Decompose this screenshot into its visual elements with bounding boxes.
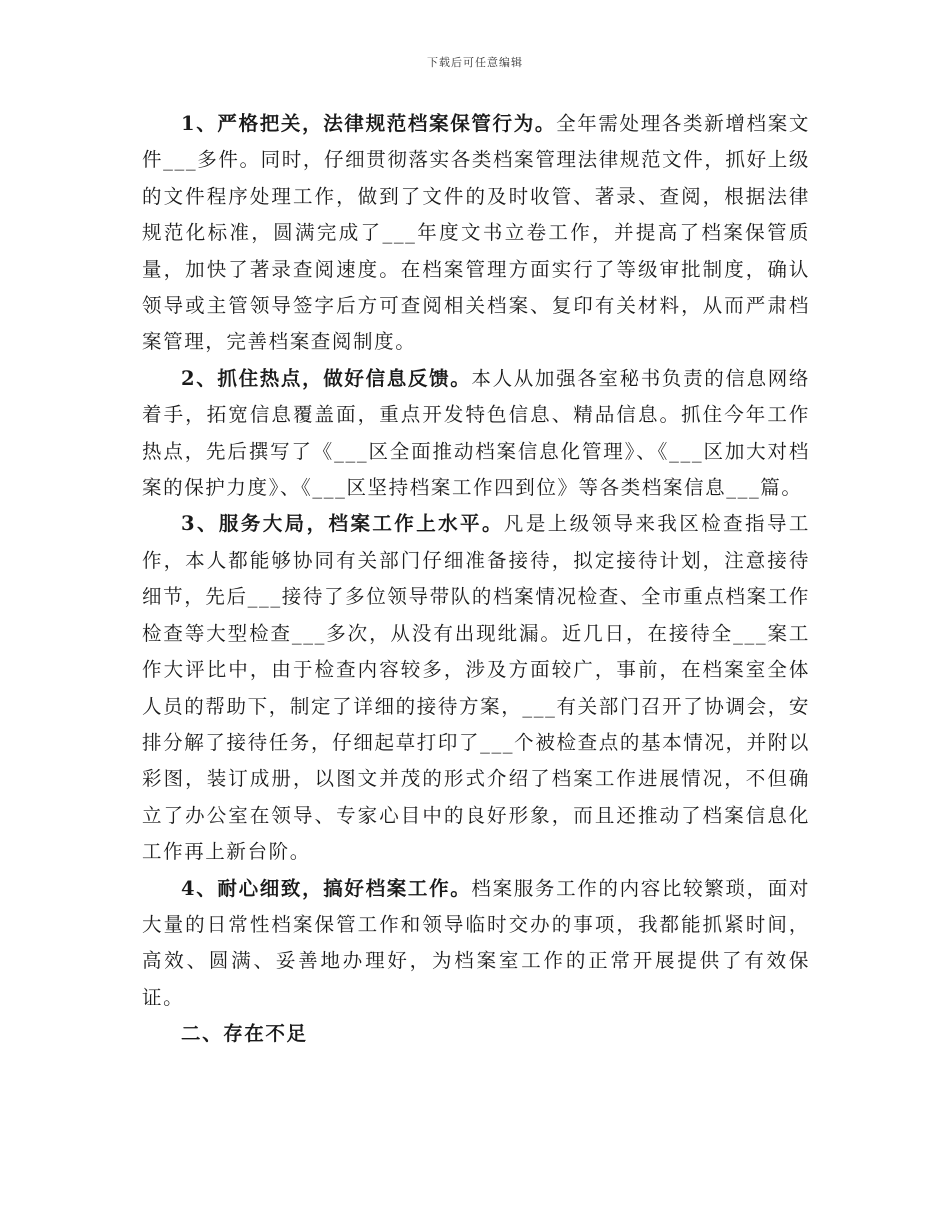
- paragraph-3: [142, 506, 810, 870]
- paragraph-1-lead: 1、严格把关，法律规范档案保管行为。: [181, 112, 557, 135]
- page-header-note: 下载后可任意编辑: [427, 56, 523, 69]
- paragraph-4-text: 档案服务工作的内容比较繁琐，面对大量的日常性档案保管工作和领导临时交办的事项，我都能抓紧时间，高效、圆满、妥善地办理好，为档案室工作的正常开展提供了有效保证。: [142, 876, 811, 1009]
- document-body: [142, 106, 810, 1053]
- paragraph-3-text: 凡是上级领导来我区检查指导工作，本人都能够协同有关部门仔细准备接待，拟定接待计划，注意接待细节，先后___接待了多位领导带队的档案情况检查、全市重点档案工作检查等大型检查___多次，从没有出现纰漏。近几日，在接待全___案工作大评比中，由于检查内容较多，涉及方面较广，事前，在档案室全体人员的帮助下，制定了详细的接待方案，___有关部门召开了协调会，安排分解了接待任务，仔细起草打印了___个被检查点的基本情况，并附以彩图，装订成册，以图文并茂的形式介绍了档案工作进展情况，不但确立了办公室在领导、专家心目中的良好形象，而且还推动了档案信息化工作再上新台阶。: [142, 512, 810, 864]
- paragraph-2-text: 本人从加强各室秘书负责的信息网络着手，拓宽信息覆盖面，重点开发特色信息、精品信息。抓住今年工作热点，先后撰写了《___区全面推动档案信息化管理》、《___区加大对档案的保护力度》、《___区坚持档案工作四到位》等各类档案信息___篇。: [142, 366, 811, 500]
- paragraph-2: [142, 361, 810, 507]
- paragraph-4-lead: 4、耐心细致，搞好档案工作。: [181, 876, 472, 900]
- paragraph-4: [142, 871, 810, 1017]
- paragraph-1: [142, 106, 810, 361]
- paragraph-1-text: 全年需处理各类新增档案文件___多件。同时，仔细贯彻落实各类档案管理法律规范文件，抓好上级的文件程序处理工作，做到了文件的及时收管、著录、查阅，根据法律规范化标准，圆满完成了___年度文书立卷工作，并提高了档案保管质量，加快了著录查阅速度。在档案管理方面实行了等级审批制度，确认领导或主管领导签字后方可查阅相关档案、复印有关材料，从而严肃档案管理，完善档案查阅制度。: [142, 112, 810, 354]
- section-heading: 二、存在不足: [181, 1022, 308, 1046]
- paragraph-3-lead: 3、服务大局，档案工作上水平。: [181, 512, 504, 536]
- paragraph-2-lead: 2、抓住热点，做好信息反馈。: [181, 366, 472, 390]
